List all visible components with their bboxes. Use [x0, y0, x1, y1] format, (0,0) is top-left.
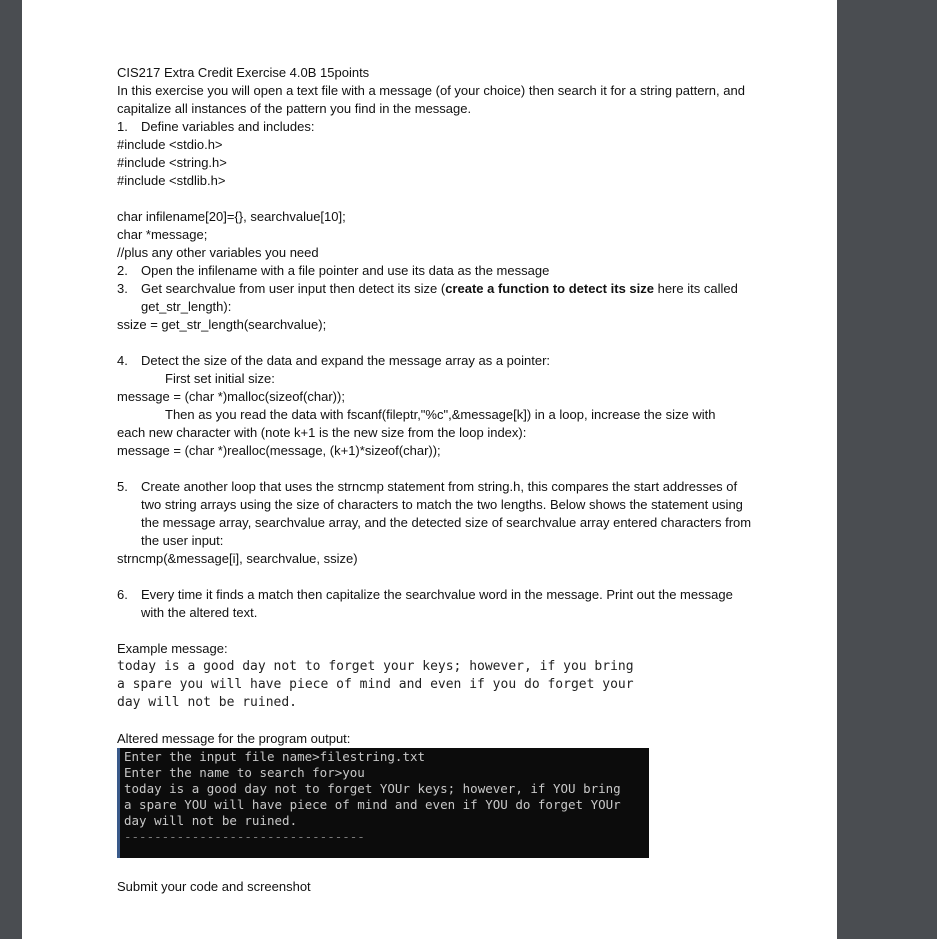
step-6: [117, 586, 757, 622]
bold-emphasis: create a function to detect its size: [445, 281, 654, 296]
include-line: #include <stdio.h>: [117, 137, 223, 152]
altered-label: Altered message for the program output:: [117, 731, 351, 746]
include-line: #include <string.h>: [117, 155, 227, 170]
step-1: [117, 118, 757, 136]
doc-title: CIS217 Extra Credit Exercise 4.0B 15points: [117, 65, 370, 80]
step-text: Detect the size of the data and expand the message array as a pointer:: [141, 353, 551, 368]
document-content: [117, 64, 757, 896]
instruction-line: Then as you read the data with fscanf(fileptr,"%c",&message[k]) in a loop, increase the size with: [165, 407, 716, 422]
step-number: 6.: [117, 587, 128, 602]
declaration-line: char infilename[20]={}, searchvalue[10];: [117, 209, 346, 224]
code-line: ssize = get_str_length(searchvalue);: [117, 317, 327, 332]
step-text: Create another loop that uses the strncmp statement from string.h, this compares the start addresses of two string arrays using the size of characters to match the two lengths. Below shows the statement using the message array, searchvalue array, and the detected size of searchvalue array entered characters from the user input:: [141, 479, 752, 548]
example-message: [117, 658, 757, 712]
console-line: Enter the name to search for>you: [124, 765, 365, 780]
example-line: day will not be ruined.: [117, 695, 298, 710]
step-2: [117, 262, 757, 280]
declaration-line: char *message;: [117, 227, 208, 242]
step-number: 4.: [117, 353, 128, 368]
code-line: strncmp(&message[i], searchvalue, ssize): [117, 551, 358, 566]
step-text: Get searchvalue from user input then detect its size (create a function to detect its size here its called get_str_length):: [141, 281, 738, 314]
step-text: Every time it finds a match then capitalize the searchvalue word in the message. Print out the message with the altered text.: [141, 587, 733, 620]
step-number: 3.: [117, 281, 128, 296]
code-line: message = (char *)realloc(message, (k+1)*sizeof(char));: [117, 443, 441, 458]
comment-line: //plus any other variables you need: [117, 245, 319, 260]
step-4: [117, 352, 757, 370]
example-line: today is a good day not to forget your keys; however, if you bring: [117, 659, 634, 674]
console-screenshot: [117, 748, 649, 858]
step-3: [117, 280, 757, 316]
example-line: a spare you will have piece of mind and even if you do forget your: [117, 677, 634, 692]
step-text: Open the infilename with a file pointer and use its data as the message: [141, 263, 550, 278]
step-number: 1.: [117, 119, 128, 134]
submit-instruction: Submit your code and screenshot: [117, 879, 311, 894]
step-number: 2.: [117, 263, 128, 278]
console-line: a spare YOU will have piece of mind and even if YOU do forget YOUr: [124, 797, 621, 812]
example-label: Example message:: [117, 641, 228, 656]
doc-intro: In this exercise you will open a text file with a message (of your choice) then search it for a string pattern, and capitalize all instances of the pattern you find in the message.: [117, 83, 745, 116]
step-number: 5.: [117, 479, 128, 494]
code-line: message = (char *)malloc(sizeof(char));: [117, 389, 345, 404]
include-line: #include <stdlib.h>: [117, 173, 226, 188]
step-text: Define variables and includes:: [141, 119, 315, 134]
instruction-line: First set initial size:: [165, 371, 275, 386]
step-5: [117, 478, 757, 550]
console-line: Enter the input file name>filestring.txt: [124, 749, 426, 764]
console-line: today is a good day not to forget YOUr keys; however, if YOU bring: [124, 781, 621, 796]
console-separator: --------------------------------: [124, 829, 365, 844]
document-page: [22, 0, 837, 939]
console-line: day will not be ruined.: [124, 813, 298, 828]
instruction-line: each new character with (note k+1 is the new size from the loop index):: [117, 425, 527, 440]
